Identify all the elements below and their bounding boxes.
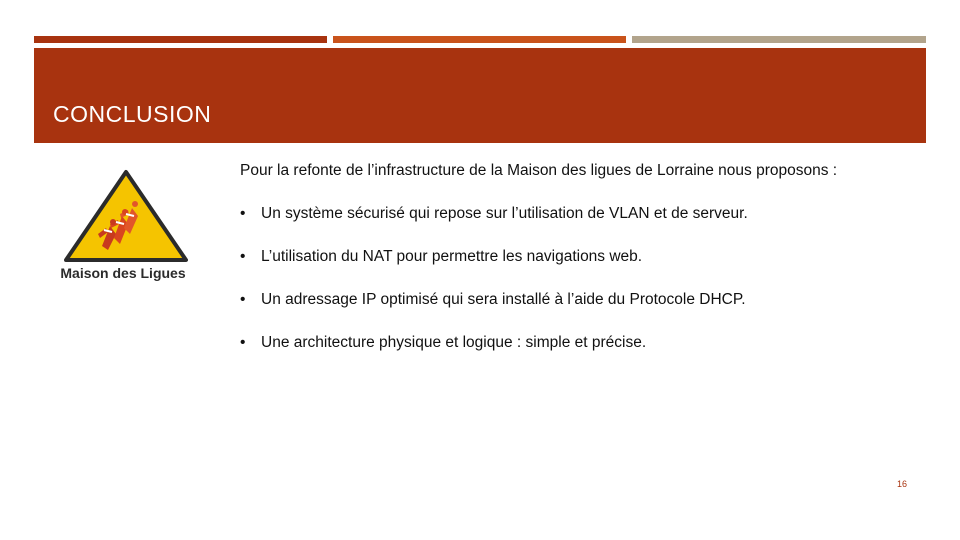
bullet-icon: • — [240, 334, 246, 351]
list-item — [240, 246, 880, 267]
maison-des-ligues-logo — [58, 168, 188, 286]
bullet-text: Un système sécurisé qui repose sur l’utilisation de VLAN et de serveur. — [261, 205, 748, 222]
bullet-text: Un adressage IP optimisé qui sera installé à l’aide du Protocole DHCP. — [261, 291, 746, 308]
bullet-text: L’utilisation du NAT pour permettre les navigations web. — [261, 248, 643, 265]
bullet-list — [240, 203, 880, 353]
page-number: 16 — [897, 479, 908, 489]
warning-triangle-logo-icon — [58, 168, 188, 286]
bullet-icon: • — [240, 248, 246, 265]
bullet-icon: • — [240, 291, 246, 308]
bullet-text: Une architecture physique et logique : simple et précise. — [261, 334, 647, 351]
list-item — [240, 289, 880, 310]
logo-caption: Maison des Ligues — [60, 265, 186, 281]
bullet-icon: • — [240, 205, 246, 222]
list-item — [240, 203, 880, 224]
title-banner — [34, 48, 926, 143]
slide-title: CONCLUSION — [53, 101, 212, 127]
top-accent-bar-orange — [333, 36, 626, 43]
slide-body — [240, 160, 880, 353]
intro-paragraph: Pour la refonte de l’infrastructure de la Maison des ligues de Lorraine nous proposons : — [240, 162, 838, 179]
top-accent-bar-tan — [632, 36, 926, 43]
top-accent-bar-dark — [34, 36, 327, 43]
list-item — [240, 332, 880, 353]
